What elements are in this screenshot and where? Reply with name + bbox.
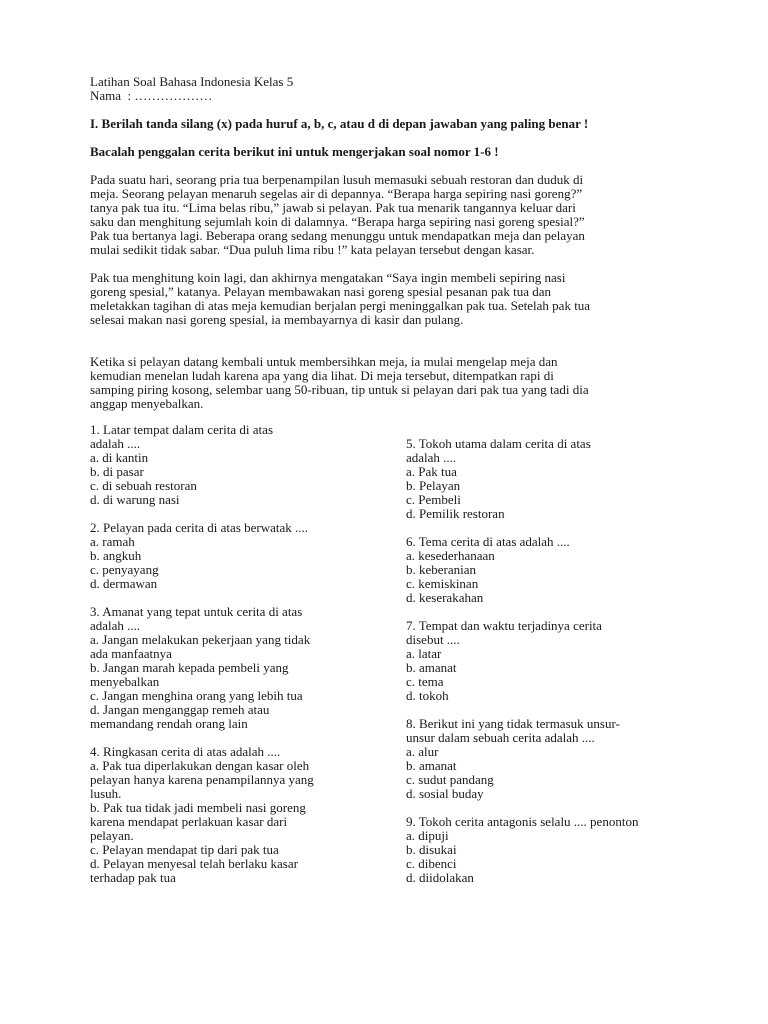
question-line: c. tema <box>406 674 444 689</box>
question-block <box>90 605 390 731</box>
question-block <box>406 815 706 885</box>
question-text: 1. Latar tempat dalam cerita di atas <box>90 422 273 437</box>
question-line: unsur dalam sebuah cerita adalah .... <box>406 730 595 745</box>
question-line: d. keserakahan <box>406 590 484 605</box>
story-line: meja. Seorang pelayan menaruh segelas air di depannya. “Berapa harga sepiring nasi goreng?” <box>90 186 583 201</box>
question-line: b. disukai <box>406 842 457 857</box>
question-text: 7. Tempat dan waktu terjadinya cerita <box>406 618 602 633</box>
question-line: c. penyayang <box>90 562 159 577</box>
question-block <box>90 521 390 591</box>
question-line: c. di sebuah restoran <box>90 478 197 493</box>
question-line: b. Pelayan <box>406 478 461 493</box>
question-line: d. diidolakan <box>406 870 474 885</box>
question-line: c. sudut pandang <box>406 772 494 787</box>
question-line: a. dipuji <box>406 828 449 843</box>
question-line: d. di warung nasi <box>90 492 180 507</box>
question-line: c. Pembeli <box>406 492 461 507</box>
story-line: Ketika si pelayan datang kembali untuk membersihkan meja, ia mulai mengelap meja dan <box>90 354 558 369</box>
story-paragraph-1 <box>90 173 690 257</box>
question-block <box>90 745 390 885</box>
question-line: b. keberanian <box>406 562 477 577</box>
question-line: adalah .... <box>90 618 141 633</box>
story-paragraph-3 <box>90 355 690 411</box>
question-text: 4. Ringkasan cerita di atas adalah .... <box>90 744 281 759</box>
question-text: 8. Berikut ini yang tidak termasuk unsur- <box>406 716 620 731</box>
question-line: a. Jangan melakukan pekerjaan yang tidak <box>90 632 311 647</box>
question-line: a. kesederhanaan <box>406 548 495 563</box>
story-line: Pak tua bertanya lagi. Beberapa orang sedang menunggu untuk mendapatkan meja dan pelayan <box>90 228 585 243</box>
story-line: selesai makan nasi goreng spesial, ia membayarnya di kasir dan pulang. <box>90 312 464 327</box>
story-line: mulai sedikit tidak sabar. “Dua puluh lima ribu !” kata pelayan tersebut dengan kasar. <box>90 242 535 257</box>
question-line: c. kemiskinan <box>406 576 479 591</box>
reading-instruction: Bacalah penggalan cerita berikut ini untuk mengerjakan soal nomor 1-6 ! <box>90 144 499 159</box>
question-line: c. Pelayan mendapat tip dari pak tua <box>90 842 279 857</box>
story-line: Pada suatu hari, seorang pria tua berpenampilan lusuh memasuki sebuah restoran dan duduk di <box>90 172 584 187</box>
question-text: 5. Tokoh utama dalam cerita di atas <box>406 436 591 451</box>
question-line: b. amanat <box>406 758 457 773</box>
story-line: samping piring kosong, selembar uang 50-ribuan, tip untuk si pelayan dari pak tua yang tadi dia <box>90 382 589 397</box>
question-line: a. ramah <box>90 534 135 549</box>
story-line: Pak tua menghitung koin lagi, dan akhirnya mengatakan “Saya ingin membeli sepiring nasi <box>90 270 566 285</box>
question-line: b. amanat <box>406 660 457 675</box>
question-block <box>90 423 390 507</box>
question-line: c. dibenci <box>406 856 457 871</box>
question-block <box>406 717 706 801</box>
question-text: 3. Amanat yang tepat untuk cerita di atas <box>90 604 303 619</box>
story-line: anggap menyebalkan. <box>90 396 204 411</box>
story-line: meletakkan tagihan di atas meja kemudian berjalan pergi meninggalkan pak tua. Setelah pak tua <box>90 298 591 313</box>
question-line: c. Jangan menghina orang yang lebih tua <box>90 688 303 703</box>
questions-right-column <box>406 437 706 899</box>
question-line: d. dermawan <box>90 576 158 591</box>
question-line: pelayan. <box>90 828 134 843</box>
story-paragraph-2 <box>90 271 690 327</box>
question-line: d. sosial buday <box>406 786 484 801</box>
question-line: a. latar <box>406 646 442 661</box>
story-line: kemudian menelan ludah karena apa yang dia lihat. Di meja tersebut, ditempatkan rapi di <box>90 368 554 383</box>
story-line: goreng spesial,” katanya. Pelayan membawakan nasi goreng spesial pesanan pak tua dan <box>90 284 551 299</box>
worksheet-title: Latihan Soal Bahasa Indonesia Kelas 5 <box>90 74 294 89</box>
story-line: saku dan menghitung sejumlah koin di dalamnya. “Berapa harga sepiring nasi goreng spesial?” <box>90 214 585 229</box>
question-block <box>406 437 706 521</box>
question-line: disebut .... <box>406 632 460 647</box>
question-line: d. tokoh <box>406 688 449 703</box>
question-line: adalah .... <box>406 450 457 465</box>
question-line: terhadap pak tua <box>90 870 176 885</box>
question-line: pelayan hanya karena penampilannya yang <box>90 772 314 787</box>
question-line: b. Jangan marah kepada pembeli yang <box>90 660 289 675</box>
question-line: b. Pak tua tidak jadi membeli nasi goreng <box>90 800 306 815</box>
question-line: karena mendapat perlakuan kasar dari <box>90 814 288 829</box>
question-text: 6. Tema cerita di atas adalah .... <box>406 534 570 549</box>
question-line: adalah .... <box>90 436 141 451</box>
question-line: a. Pak tua <box>406 464 457 479</box>
question-line: b. di pasar <box>90 464 144 479</box>
question-line: a. di kantin <box>90 450 149 465</box>
question-text: 9. Tokoh cerita antagonis selalu .... penonton <box>406 814 639 829</box>
question-text: 2. Pelayan pada cerita di atas berwatak .... <box>90 520 309 535</box>
question-line: d. Pemilik restoran <box>406 506 505 521</box>
question-line: menyebalkan <box>90 674 160 689</box>
question-block <box>406 619 706 703</box>
question-line: a. Pak tua diperlakukan dengan kasar oleh <box>90 758 310 773</box>
question-block <box>406 535 706 605</box>
story-line: tanya pak tua itu. “Lima belas ribu,” jawab si pelayan. Pak tua menarik tangannya keluar dari <box>90 200 576 215</box>
question-line: ada manfaatnya <box>90 646 172 661</box>
name-line: Nama : ……………… <box>90 88 213 103</box>
question-line: d. Jangan menganggap remeh atau <box>90 702 270 717</box>
instruction: I. Berilah tanda silang (x) pada huruf a, b, c, atau d di depan jawaban yang paling benar ! <box>90 116 589 131</box>
questions-left-column <box>90 423 390 899</box>
worksheet-header-and-story <box>90 75 690 411</box>
question-line: memandang rendah orang lain <box>90 716 248 731</box>
question-line: b. angkuh <box>90 548 142 563</box>
question-line: a. alur <box>406 744 439 759</box>
question-line: d. Pelayan menyesal telah berlaku kasar <box>90 856 298 871</box>
question-line: lusuh. <box>90 786 122 801</box>
